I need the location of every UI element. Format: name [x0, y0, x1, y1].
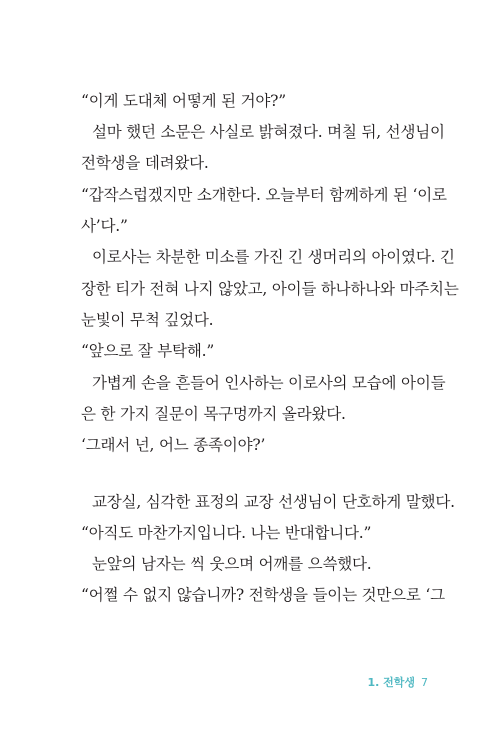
paragraph-line: 눈빛이 무척 깊었다. — [81, 311, 214, 329]
dialogue-line: “어쩔 수 없지 않습니까? 전학생을 들이는 것만으로 ‘그 — [81, 586, 445, 604]
paragraph-line: 장한 티가 전혀 나지 않았고, 아이들 하나하나와 마주치는 — [81, 280, 459, 298]
dialogue-line: “이게 도대체 어떻게 된 거야?” — [81, 92, 286, 110]
dialogue-line: “갑작스럽겠지만 소개한다. 오늘부터 함께하게 된 ‘이로 — [81, 186, 447, 204]
dialogue-line: “아직도 마찬가지입니다. 나는 반대합니다.” — [81, 524, 372, 542]
thought-line: ‘그래서 넌, 어느 종족이야?’ — [81, 436, 266, 454]
paragraph-line: 가볍게 손을 흔들어 인사하는 이로사의 모습에 아이들 — [92, 374, 446, 392]
paragraph-line: 설마 했던 소문은 사실로 밝혀졌다. 며칠 뒤, 선생님이 — [92, 123, 445, 141]
page-footer — [367, 676, 428, 690]
dialogue-line: 사’다.” — [81, 217, 128, 235]
dialogue-line: “앞으로 잘 부탁해.” — [81, 342, 215, 360]
paragraph-line: 은 한 가지 질문이 목구멍까지 올라왔다. — [81, 405, 346, 423]
paragraph-line: 이로사는 차분한 미소를 가진 긴 생머리의 아이였다. 긴 — [92, 248, 455, 266]
paragraph-line: 눈앞의 남자는 씩 웃으며 어깨를 으쓱했다. — [92, 555, 372, 573]
chapter-title: 1. 전학생 — [367, 676, 415, 689]
paragraph-line: 전학생을 데려왔다. — [81, 154, 209, 172]
paragraph-line: 교장실, 심각한 표정의 교장 선생님이 단호하게 말했다. — [92, 493, 455, 511]
page-number: 7 — [421, 676, 428, 689]
